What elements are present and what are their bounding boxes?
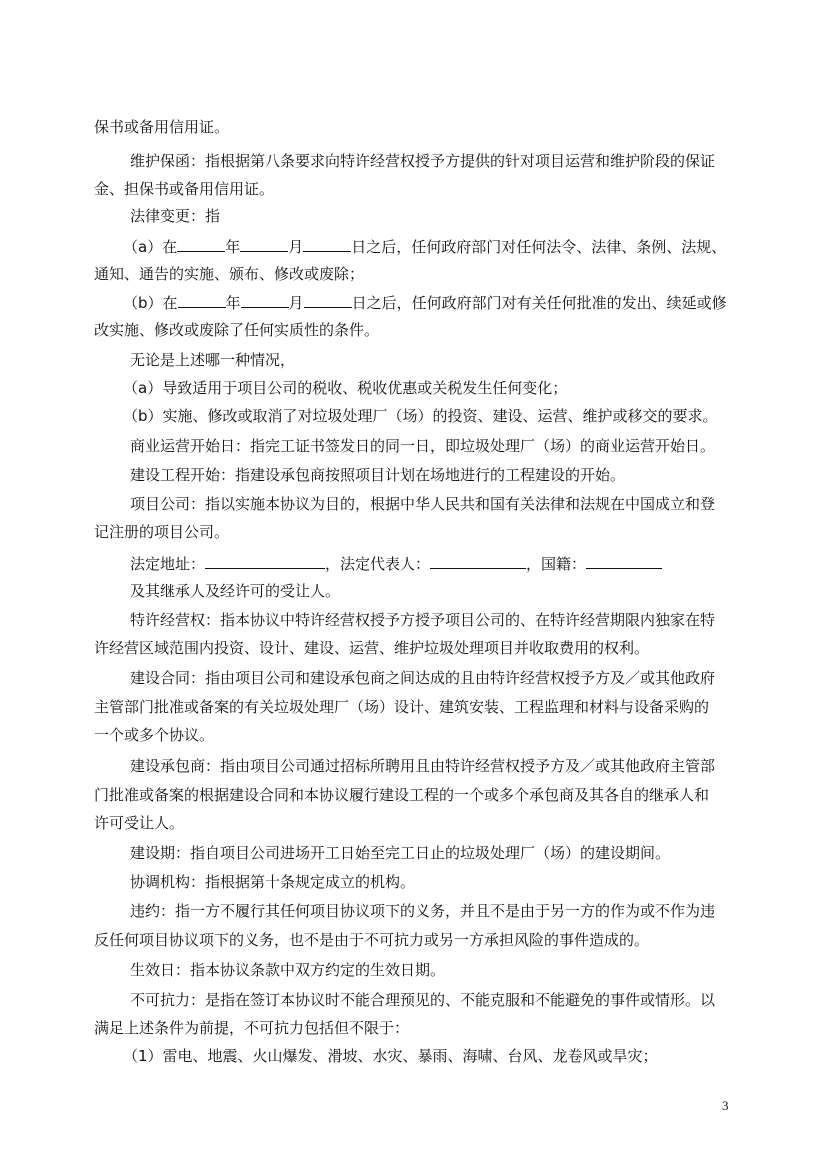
text-line: 建设工程开始：指建设承包商按照项目计划在场地进行的工程建设的开始。 xyxy=(130,466,626,484)
text-line: 协调机构：指根据第十条规定成立的机构。 xyxy=(130,873,416,891)
text-line: 法律变更：指 xyxy=(130,207,221,225)
text-line: 主管部门批准或备案的有关垃圾处理厂（场）设计、建筑安装、工程监理和材料与设备采购的 xyxy=(94,698,710,716)
fill-in-blank xyxy=(240,236,288,252)
text-line: 特许经营权：指本协议中特许经营权授予方授予项目公司的、在特许经营期限内独家在特 xyxy=(130,611,716,629)
text-line: 反任何项目协议项下的义务，也不是由于不可抗力或另一方承担风险的事件造成的。 xyxy=(94,931,650,949)
fill-in-blank xyxy=(205,553,325,569)
text-line: 金、担保书或备用信用证。 xyxy=(94,180,275,198)
text-line-with-blanks: （a）在 年 月 日之后，任何政府部门对任何法令、法律、条例、法规、 xyxy=(123,238,727,256)
fill-in-blank xyxy=(430,553,526,569)
text-line: 及其继承人及经许可的受让人。 xyxy=(130,582,341,600)
text-line: 一个或多个协议。 xyxy=(94,726,215,744)
text-line: 违约：指一方不履行其任何项目协议项下的义务，并且不是由于另一方的作为或不作为违 xyxy=(130,902,716,920)
fill-in-blank xyxy=(177,236,225,252)
text-line: 保书或备用信用证。 xyxy=(94,118,230,136)
fill-in-blank xyxy=(303,236,351,252)
text-line: 生效日：指本协议条款中双方约定的生效日期。 xyxy=(130,961,446,979)
fill-in-blank xyxy=(241,292,289,308)
text-line: 建设期：指自项目公司进场开工日始至完工日止的垃圾处理厂（场）的建设期间。 xyxy=(130,844,671,862)
text-line: 许经营区域范围内投资、设计、建设、运营、维护垃圾处理项目并收取费用的权利。 xyxy=(94,639,650,657)
text-line: （b）实施、修改或取消了对垃圾处理厂（场）的投资、建设、运营、维护或移交的要求。 xyxy=(123,407,718,425)
fill-in-blank xyxy=(178,292,226,308)
text-line: （1）雷电、地震、火山爆发、滑坡、水灾、暴雨、海啸、台风、龙卷风或旱灾； xyxy=(123,1047,658,1065)
text-line: 无论是上述哪一种情况， xyxy=(130,351,296,369)
text-line: （a）导致适用于项目公司的税收、税收优惠或关税发生任何变化； xyxy=(123,379,568,397)
text-line: 记注册的项目公司。 xyxy=(94,523,230,541)
page-number: 3 xyxy=(722,1098,729,1113)
text-line: 通知、通告的实施、颁布、修改或废除； xyxy=(94,265,365,283)
text-line: 建设合同：指由项目公司和建设承包商之间达成的且由特许经营权授予方及／或其他政府 xyxy=(130,669,716,687)
text-line: 维护保函：指根据第八条要求向特许经营权授予方提供的针对项目运营和维护阶段的保证 xyxy=(130,152,716,170)
text-line: 门批准或备案的根据建设合同和本协议履行建设工程的一个或多个承包商及其各自的继承人和 xyxy=(94,786,710,804)
text-line: 改实施、修改或废除了任何实质性的条件。 xyxy=(94,321,380,339)
text-line: 建设承包商：指由项目公司通过招标所聘用且由特许经营权授予方及／或其他政府主管部 xyxy=(130,757,716,775)
text-line: 项目公司：指以实施本协议为目的，根据中华人民共和国有关法律和法规在中国成立和登 xyxy=(130,495,716,513)
fill-in-blank xyxy=(586,553,662,569)
text-line: 许可受让人。 xyxy=(94,814,185,832)
text-line: 满足上述条件为前提，不可抗力包括但不限于： xyxy=(94,1019,410,1037)
text-line-with-blanks: 法定地址： ，法定代表人： ，国籍： xyxy=(130,553,662,574)
text-line-with-blanks: （b）在 年 月 日之后，任何政府部门对有关任何批准的发出、续延或修 xyxy=(123,294,727,312)
fill-in-blank xyxy=(304,292,352,308)
text-line: 不可抗力：是指在签订本协议时不能合理预见的、不能克服和不能避免的事件或情形。以 xyxy=(130,991,716,1009)
text-line: 商业运营开始日：指完工证书签发日的同一日，即垃圾处理厂（场）的商业运营开始日。 xyxy=(130,437,716,455)
